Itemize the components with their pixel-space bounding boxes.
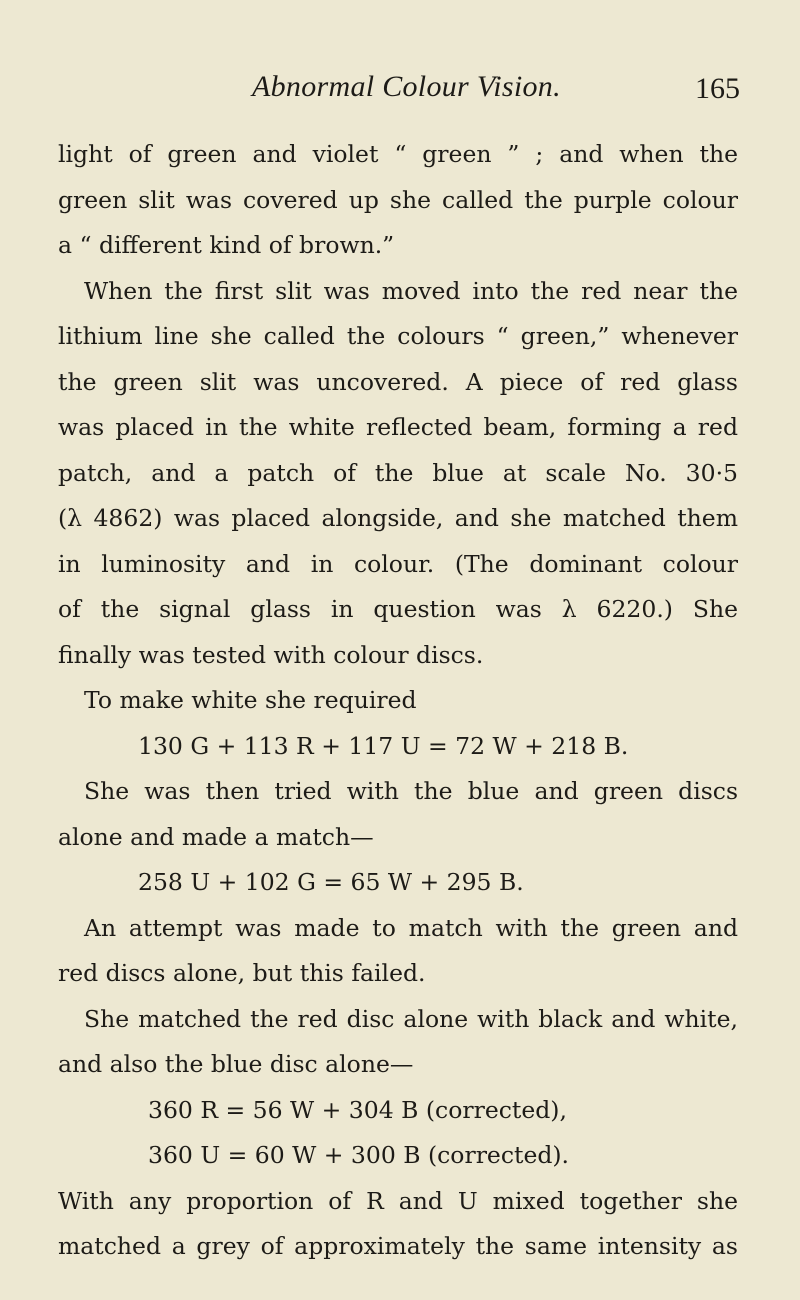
- text-line: a “ different kind of brown.”: [58, 231, 395, 259]
- text-line: the green slit was uncovered. A piece of red glass: [58, 367, 738, 396]
- text-line: When the first slit was moved into the red near the: [84, 276, 738, 305]
- text-line: finally was tested with colour discs.: [58, 640, 484, 669]
- text-line: (λ 4862) was placed alongside, and she matched them: [58, 504, 738, 532]
- text-line: and also the blue disc alone—: [58, 1050, 414, 1078]
- text-line: alone and made a match—: [58, 822, 374, 851]
- running-head: Abnormal Colour Vision.: [252, 70, 561, 103]
- text-line: was placed in the white reflected beam, forming a red: [58, 413, 738, 441]
- text-line: She was then tried with the blue and green discs: [84, 777, 738, 805]
- body-text: [58, 132, 738, 1270]
- text-line: An attempt was made to match with the green and: [84, 913, 738, 942]
- text-line: With any proportion of R and U mixed together she: [58, 1186, 738, 1215]
- text-line: in luminosity and in colour. (The dominant colour: [58, 549, 738, 578]
- page-number: 165: [695, 72, 740, 105]
- text-line: red discs alone, but this failed.: [58, 959, 426, 987]
- text-line: matched a grey of approximately the same intensity as: [58, 1232, 738, 1260]
- equation-line: 360 U = 60 W + 300 B (corrected).: [148, 1141, 570, 1169]
- text-line: She matched the red disc alone with black and white,: [84, 1004, 738, 1033]
- page-header: [0, 70, 800, 110]
- equation-line: 130 G + 113 R + 117 U = 72 W + 218 B.: [138, 731, 629, 760]
- text-line: lithium line she called the colours “ green,” whenever: [58, 322, 738, 350]
- equation-line: 258 U + 102 G = 65 W + 295 B.: [138, 868, 524, 896]
- text-line: To make white she required: [84, 686, 417, 714]
- text-line: green slit was covered up she called the purple colour: [58, 185, 738, 214]
- text-line: light of green and violet “ green ” ; and when the: [58, 140, 738, 168]
- equation-line: 360 R = 56 W + 304 B (corrected),: [148, 1095, 567, 1124]
- text-line: of the signal glass in question was λ 6220.) She: [58, 595, 738, 623]
- text-line: patch, and a patch of the blue at scale No. 30·5: [58, 458, 738, 487]
